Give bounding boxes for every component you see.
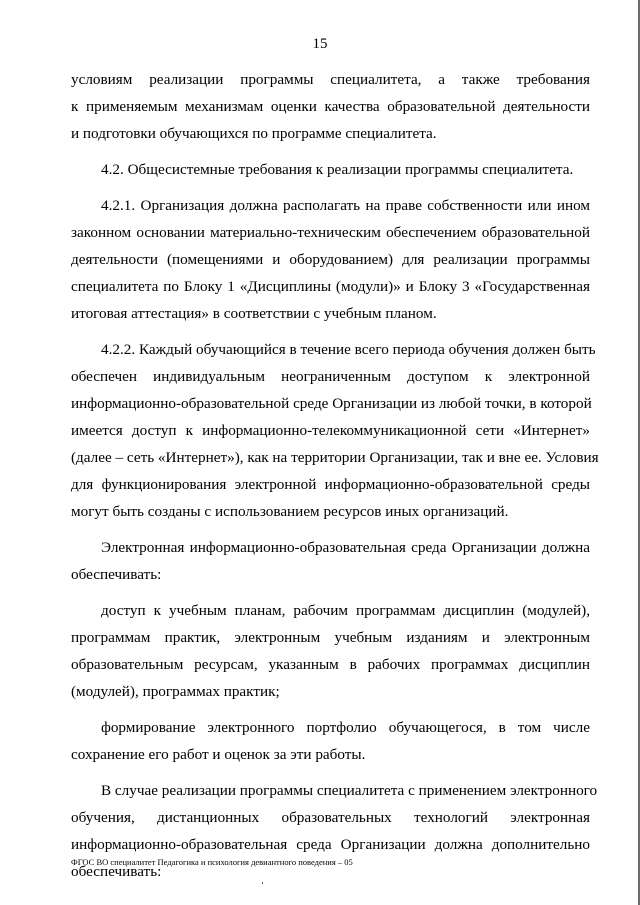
text-line: 4.2.1. Организация должна располагать на праве собственности или ином — [101, 197, 590, 214]
text-line: сохранение его работ и оценок за эти работы. — [71, 746, 366, 763]
text-line: (далее – сеть «Интернет»), как на территории Организации, так и вне ее. Условия — [71, 449, 599, 466]
page-number: 15 — [312, 36, 328, 52]
text-line: итоговая аттестация» в соответствии с учебным планом. — [71, 305, 437, 322]
text-line: информационно-образовательная среда Организации должна дополнительно — [71, 836, 590, 853]
text-line: обеспечен индивидуальным неограниченным доступом к электронной — [71, 368, 590, 385]
text-line: могут быть созданы с использованием ресурсов иных организаций. — [71, 503, 509, 520]
text-line: к применяемым механизмам оценки качества образовательной деятельности — [71, 98, 590, 115]
text-line: обучения, дистанционных образовательных технологий электронная — [71, 809, 590, 826]
footer-note: ФГОС ВО специалитет Педагогика и психология девиантного поведения – 05 — [71, 857, 353, 867]
text-line: и подготовки обучающихся по программе специалитета. — [71, 125, 437, 142]
document-body — [71, 66, 599, 885]
text-line: специалитета по Блоку 1 «Дисциплины (модули)» и Блоку 3 «Государственная — [71, 278, 590, 295]
text-line: программам практик, электронным учебным изданиям и электронным — [71, 629, 590, 646]
text-line: 4.2.2. Каждый обучающийся в течение всего периода обучения должен быть — [101, 341, 596, 358]
section-heading: 4.2. Общесистемные требования к реализации программы специалитета. — [101, 161, 574, 178]
text-line: формирование электронного портфолио обучающегося, в том числе — [101, 719, 590, 736]
text-line: доступ к учебным планам, рабочим программам дисциплин (модулей), — [101, 602, 590, 619]
text-line: законном основании материально-техническим обеспечением образовательной — [71, 224, 590, 241]
text-line: образовательным ресурсам, указанным в рабочих программах дисциплин — [71, 656, 590, 673]
text-line: информационно-образовательной среде Организации из любой точки, в которой — [71, 395, 592, 412]
text-line: В случае реализации программы специалитета с применением электронного — [101, 782, 598, 799]
text-line: условиям реализации программы специалитета, а также требования — [71, 71, 590, 88]
text-line: обеспечивать: — [71, 863, 162, 880]
text-line: имеется доступ к информационно-телекоммуникационной сети «Интернет» — [71, 422, 590, 439]
text-line: Электронная информационно-образовательная среда Организации должна — [101, 539, 590, 556]
text-line: (модулей), программах практик; — [71, 683, 280, 700]
scan-speck — [262, 882, 263, 884]
text-line: для функционирования электронной информационно-образовательной среды — [71, 476, 590, 493]
text-line: деятельности (помещениями и оборудованием) для реализации программы — [71, 251, 590, 268]
text-line: обеспечивать: — [71, 566, 162, 583]
